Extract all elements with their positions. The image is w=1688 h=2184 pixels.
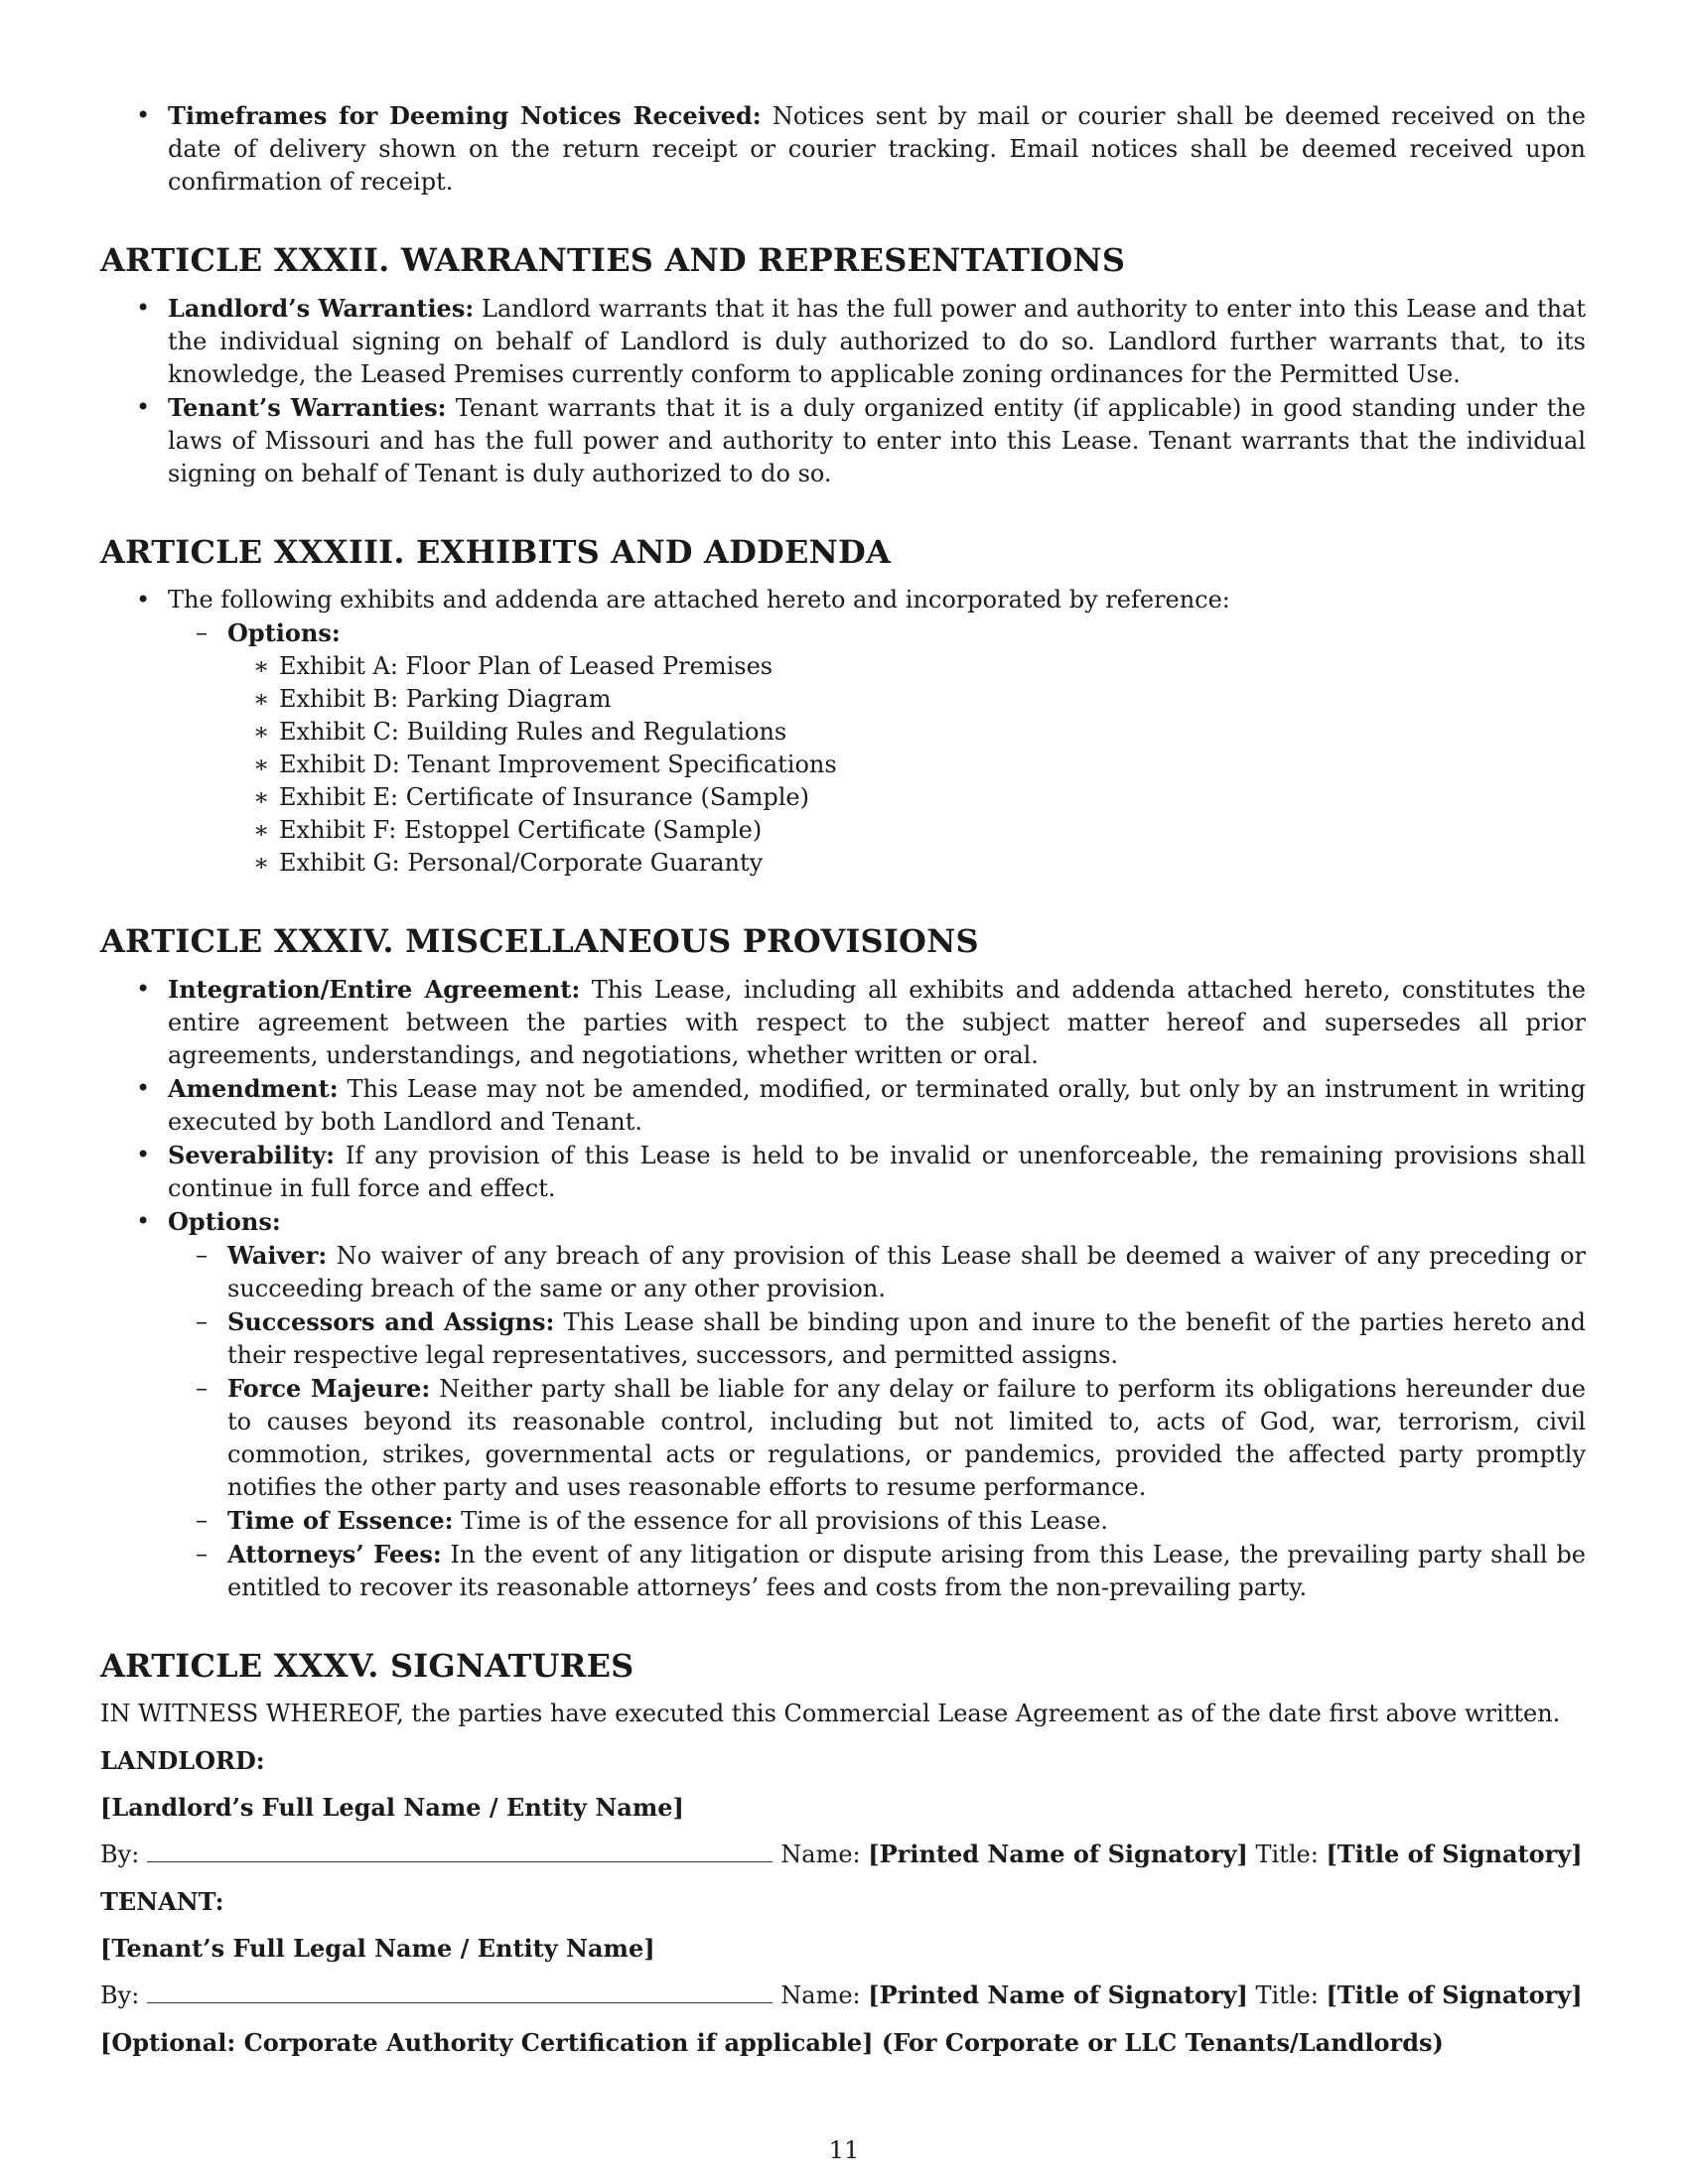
exhibit-item: ∗ Exhibit E: Certificate of Insurance (Sample): [227, 781, 1586, 814]
options-label: Options:: [168, 1207, 281, 1236]
tenant-label: TENANT:: [100, 1887, 224, 1916]
item-text: The following exhibits and addenda are attached hereto and incorporated by reference:: [168, 586, 1230, 614]
item-text: In the event of any litigation or dispute arising from this Lease, the prevailing party shall be entitled to recover its reasonable attorneys’ fees and costs from the non-prevailing party.: [227, 1541, 1586, 1601]
item-label: Waiver:: [227, 1241, 328, 1270]
exhibit-item: ∗ Exhibit A: Floor Plan of Leased Premises: [227, 650, 1586, 683]
item-text: This Lease, including all exhibits and addenda attached hereto, constitutes the entire agreement between the parties with respect to the subject matter hereof and supersedes all prior agreements, understandings, and negotiations, whether written or oral.: [168, 976, 1586, 1069]
article-heading: ARTICLE XXXII. WARRANTIES AND REPRESENTATIONS: [100, 241, 1126, 279]
article-heading: ARTICLE XXXIII. EXHIBITS AND ADDENDA: [100, 533, 892, 571]
item-text: No waiver of any breach of any provision of this Lease shall be deemed a waiver of any preceding or succeeding breach of the same or any other provision.: [227, 1242, 1586, 1302]
by-label: By:: [100, 1981, 140, 2009]
option-item: [168, 1504, 1586, 1538]
landlord-label: LANDLORD:: [100, 1746, 265, 1775]
title-label: Title:: [1255, 1841, 1319, 1868]
item-label: Landlord’s Warranties:: [168, 294, 475, 323]
item-label: Attorneys’ Fees:: [227, 1540, 442, 1569]
title-label: Title:: [1255, 1981, 1319, 2009]
item-text: If any provision of this Lease is held to be invalid or unenforceable, the remaining provisions shall continue in full force and effect.: [168, 1142, 1586, 1202]
item-label: Integration/Entire Agreement:: [168, 975, 581, 1004]
exhibit-item: ∗ Exhibit B: Parking Diagram: [227, 683, 1586, 716]
list-item: [100, 584, 1586, 880]
item-label: Successors and Assigns:: [227, 1307, 555, 1336]
item-label: Timeframes for Deeming Notices Received:: [168, 101, 762, 130]
exhibits-list: [100, 584, 1586, 880]
option-item: [168, 1305, 1586, 1372]
item-label: Force Majeure:: [227, 1374, 431, 1403]
title-value: [Title of Signatory]: [1326, 1840, 1583, 1868]
warranties-list: [100, 292, 1586, 490]
exhibit-item: ∗ Exhibit F: Estoppel Certificate (Sample): [227, 814, 1586, 847]
tenant-signature-line: [100, 1979, 1586, 2012]
name-label: Name:: [780, 1841, 861, 1868]
corporate-certification-note: [Optional: Corporate Authority Certification if applicable] (For Corporate or LLC Tenants/Landlords): [100, 2028, 1444, 2057]
item-text: Notices sent by mail or courier shall be deemed received on the date of delivery shown on the return receipt or courier tracking. Email notices shall be deemed received upon confirmation of receipt.: [168, 102, 1586, 196]
list-item: [100, 1072, 1586, 1139]
options-sublist: [168, 616, 1586, 880]
misc-list: [100, 973, 1586, 1604]
exhibit-sublist: [227, 650, 1586, 880]
item-label: Severability:: [168, 1141, 336, 1169]
page-content: [100, 99, 1586, 2059]
options-label: Options:: [227, 618, 341, 647]
item-label: Tenant’s Warranties:: [168, 393, 447, 422]
page-number: 11: [828, 2136, 860, 2164]
list-item: [100, 391, 1586, 490]
item-label: Amendment:: [168, 1074, 339, 1103]
list-item: [168, 616, 1586, 880]
signature-field[interactable]: [147, 1840, 773, 1862]
item-text: Landlord warrants that it has the full power and authority to enter into this Lease and that the individual signing on behalf of Landlord is duly authorized to do so. Landlord further warrants that, to its knowledge, the Leased Premises currently conform to applicable zoning ordinances for the Permitted Use.: [168, 295, 1586, 388]
list-item: [100, 99, 1586, 199]
item-label: Time of Essence:: [227, 1506, 454, 1535]
option-item: [168, 1239, 1586, 1305]
name-label: Name:: [780, 1981, 861, 2009]
option-item: [168, 1538, 1586, 1604]
signature-field[interactable]: [147, 1980, 773, 2003]
options-sublist: [168, 1239, 1586, 1604]
name-value: [Printed Name of Signatory]: [868, 1840, 1248, 1868]
list-item: [100, 1139, 1586, 1205]
landlord-signature-line: [100, 1838, 1586, 1871]
item-text: Tenant warrants that it is a duly organized entity (if applicable) in good standing under the laws of Missouri and has the full power and authority to enter into this Lease. Tenant warrants that the individual signing on behalf of Tenant is duly authorized to do so.: [168, 394, 1587, 487]
notice-list: [100, 99, 1586, 199]
list-item: [100, 1205, 1586, 1604]
list-item: [100, 973, 1586, 1072]
item-text: Neither party shall be liable for any delay or failure to perform its obligations hereunder due to causes beyond its reasonable control, including but not limited to, acts of God, war, terrorism, civil commotion, strikes, governmental acts or regulations, or pandemics, provided the affected party promptly notifies the other party and uses reasonable efforts to resume performance.: [227, 1375, 1586, 1501]
landlord-name: [Landlord’s Full Legal Name / Entity Name]: [100, 1793, 684, 1822]
witness-statement: IN WITNESS WHEREOF, the parties have executed this Commercial Lease Agreement as of the date first above written.: [100, 1700, 1561, 1727]
exhibit-item: ∗ Exhibit C: Building Rules and Regulations: [227, 716, 1586, 749]
by-label: By:: [100, 1841, 140, 1868]
exhibit-item: ∗ Exhibit G: Personal/Corporate Guaranty: [227, 847, 1586, 880]
item-text: This Lease shall be binding upon and inure to the benefit of the parties hereto and their respective legal representatives, successors, and permitted assigns.: [227, 1308, 1587, 1369]
article-heading: ARTICLE XXXIV. MISCELLANEOUS PROVISIONS: [100, 922, 979, 960]
exhibit-item: ∗ Exhibit D: Tenant Improvement Specifications: [227, 749, 1586, 781]
article-heading: ARTICLE XXXV. SIGNATURES: [100, 1647, 634, 1685]
title-value: [Title of Signatory]: [1326, 1980, 1583, 2009]
item-text: This Lease may not be amended, modified, or terminated orally, but only by an instrument in writing executed by both Landlord and Tenant.: [168, 1075, 1586, 1136]
tenant-name: [Tenant’s Full Legal Name / Entity Name]: [100, 1934, 655, 1963]
name-value: [Printed Name of Signatory]: [868, 1980, 1248, 2009]
list-item: [100, 292, 1586, 391]
option-item: [168, 1372, 1586, 1504]
item-text: Time is of the essence for all provisions of this Lease.: [453, 1507, 1109, 1535]
